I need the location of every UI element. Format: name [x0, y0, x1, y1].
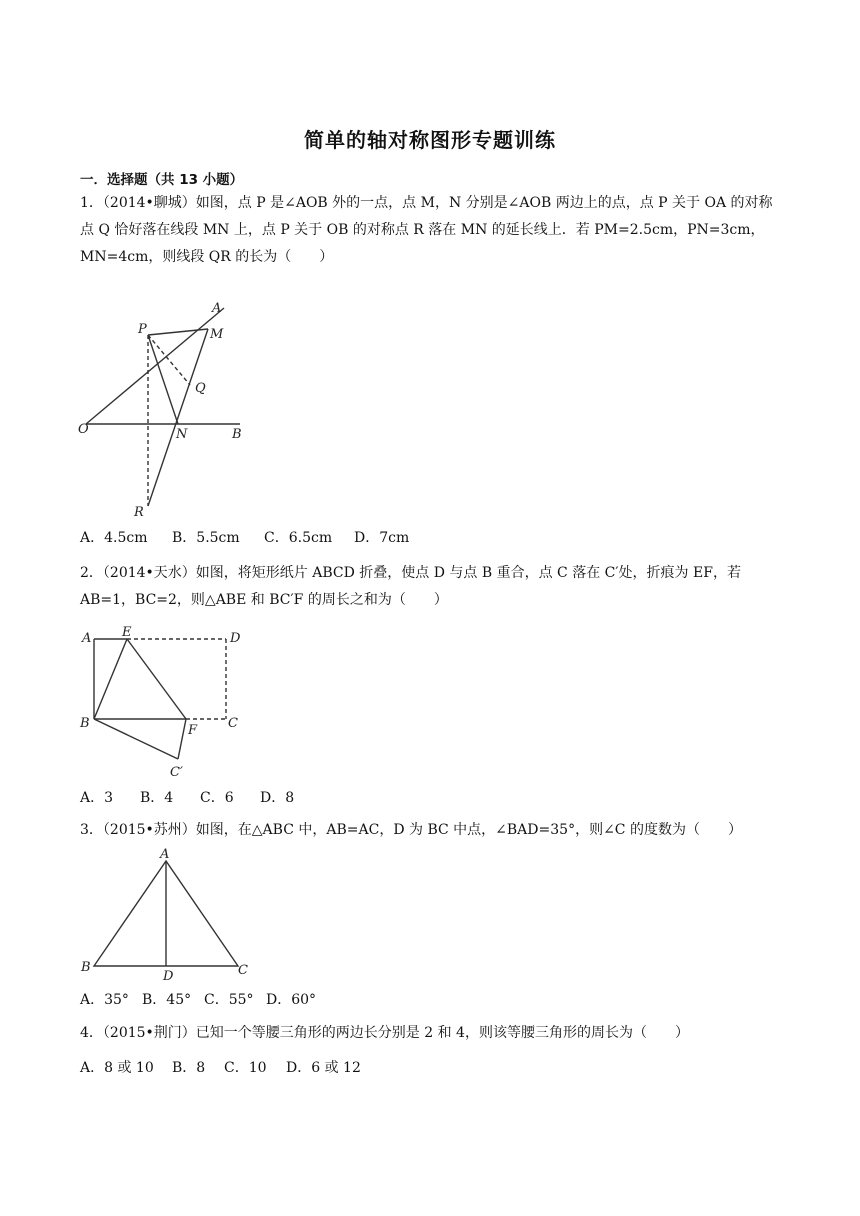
label-b: B — [80, 716, 90, 731]
label-e: E — [122, 625, 132, 640]
question-2-options — [80, 788, 294, 808]
question-1-text: 1．（2014•聊城）如图，点 P 是∠AOB 外的一点，点 M，N 分别是∠AOB 两边上的点，点 P 关于 OA 的对称点 Q 恰好落在线段 MN 上，点 P 关于 OB 的对称点 R 落在 MN 的延长线上．若 PM=2.5cm，PN=3cm，MN=4cm，则线段 QR 的长为（ ） — [80, 195, 773, 265]
option-d: D．8 — [260, 790, 295, 806]
section-heading: 一．选择题（共 13 小题） — [80, 172, 244, 188]
label-d: D — [230, 631, 241, 646]
option-a: A．35° — [80, 992, 129, 1008]
label-c: C — [228, 716, 238, 731]
option-c: C．6 — [200, 790, 234, 806]
label-f: F — [188, 723, 198, 738]
label-b: B — [81, 960, 91, 975]
question-2-text: 2．（2014•天水）如图，将矩形纸片 ABCD 折叠，使点 D 与点 B 重合，点 C 落在 C′处，折痕为 EF，若 AB=1，BC=2，则△ABE 和 BC′F 的周长之和为（ ） — [80, 565, 741, 608]
label-n: N — [176, 427, 188, 442]
page-title: 简单的轴对称图形专题训练 — [304, 128, 556, 152]
label-r: R — [134, 505, 144, 520]
option-c: C．6.5cm — [264, 530, 333, 546]
segment-fc-prime — [178, 719, 186, 759]
segment-mr — [148, 329, 208, 506]
option-c: C．10 — [224, 1060, 267, 1076]
label-a: A — [212, 301, 222, 316]
option-d: D．6 或 12 — [286, 1060, 361, 1076]
label-o: O — [78, 422, 89, 437]
option-a: A．4.5cm — [80, 530, 148, 546]
figure-2 — [78, 626, 258, 782]
segment-pm — [148, 329, 208, 335]
label-m: M — [210, 327, 224, 342]
option-b: B．8 — [172, 1060, 206, 1076]
option-d: D．7cm — [354, 530, 410, 546]
option-a: A．3 — [80, 790, 114, 806]
question-3-text: 3．（2015•苏州）如图，在△ABC 中，AB=AC，D 为 BC 中点，∠BAD=35°，则∠C 的度数为（ ） — [80, 822, 742, 838]
segment-pn — [148, 335, 178, 424]
label-c-prime: C′ — [170, 765, 183, 780]
question-1-options — [80, 528, 409, 548]
label-b: B — [232, 427, 242, 442]
question-4-text: 4．（2015•荆门）已知一个等腰三角形的两边长分别是 2 和 4，则该等腰三角形的周长为（ ） — [80, 1025, 689, 1041]
question-3-options — [80, 990, 316, 1010]
label-p: P — [138, 322, 147, 337]
label-q: Q — [195, 381, 206, 396]
question-4-options — [80, 1058, 361, 1078]
option-b: B．45° — [142, 992, 192, 1008]
option-b: B．4 — [140, 790, 174, 806]
ray-oa — [86, 308, 224, 424]
option-b: B．5.5cm — [172, 530, 240, 546]
figure-3 — [78, 846, 258, 986]
segment-bc-prime — [94, 719, 178, 759]
label-c: C — [238, 963, 248, 978]
label-d: D — [163, 969, 174, 984]
label-a: A — [160, 847, 170, 862]
option-a: A．8 或 10 — [80, 1060, 154, 1076]
segment-be — [94, 639, 127, 719]
label-a: A — [82, 631, 92, 646]
segment-ef — [127, 639, 186, 719]
figure-1 — [78, 298, 258, 520]
option-d: D．60° — [266, 992, 317, 1008]
option-c: C．55° — [204, 992, 254, 1008]
